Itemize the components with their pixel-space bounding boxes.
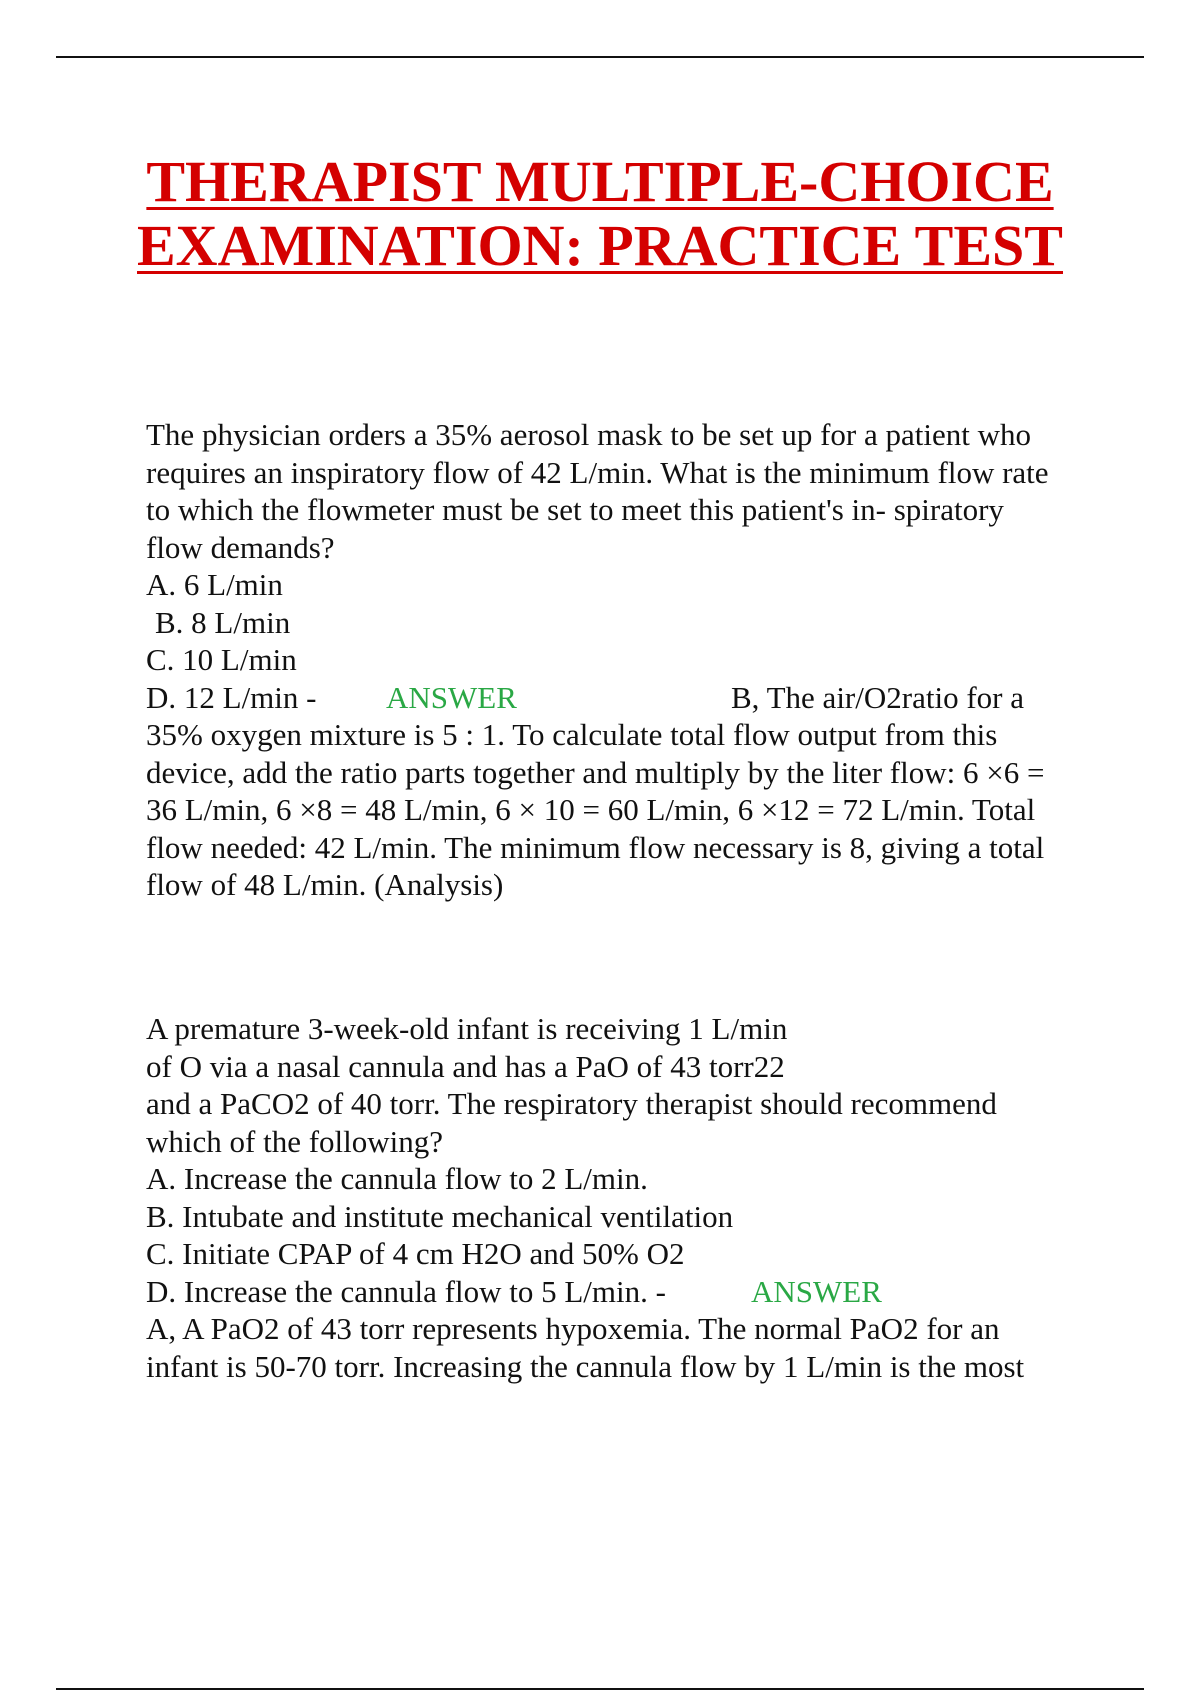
question-stem-line: and a PaCO2 of 40 torr. The respiratory therapist should recommend	[146, 1086, 997, 1121]
option-c: C. Initiate CPAP of 4 cm H2O and 50% O2	[146, 1236, 685, 1271]
option-d: D. Increase the cannula flow to 5 L/min. -	[146, 1273, 666, 1309]
question-stem-line: A premature 3-week-old infant is receiving 1 L/min	[146, 1011, 788, 1046]
answer-label: ANSWER	[751, 1273, 882, 1309]
question-1	[146, 416, 1096, 904]
question-stem-line: requires an inspiratory flow of 42 L/min. What is the minimum flow rate	[146, 454, 1049, 490]
answer-label: ANSWER	[386, 679, 517, 715]
option-d-answer-line	[146, 679, 1096, 717]
explanation-line: 36 L/min, 6 ×8 = 48 L/min, 6 × 10 = 60 L/min, 6 ×12 = 72 L/min. Total	[146, 792, 1036, 827]
page-title	[0, 150, 1200, 278]
option-b: B. 8 L/min	[155, 604, 291, 640]
question-stem-line: flow demands?	[146, 529, 335, 565]
explanation-line: device, add the ratio parts together and multiply by the liter flow: 6 ×6 =	[146, 754, 1045, 790]
question-stem-line: which of the following?	[146, 1123, 444, 1159]
option-a: A. Increase the cannula flow to 2 L/min.	[146, 1161, 648, 1196]
explanation-line: flow needed: 42 L/min. The minimum flow necessary is 8, giving a total	[146, 829, 1045, 865]
question-2	[146, 1010, 1096, 1385]
question-stem-line: to which the flowmeter must be set to meet this patient's in- spiratory	[146, 492, 1004, 527]
top-rule	[56, 56, 1144, 58]
title-line-2: EXAMINATION: PRACTICE TEST	[137, 213, 1063, 278]
answer-text: B, The air/O2ratio for a	[731, 679, 1024, 715]
title-line-1: THERAPIST MULTIPLE-CHOICE	[146, 149, 1054, 214]
question-stem-line: of O via a nasal cannula and has a PaO of 43 torr22	[146, 1048, 785, 1084]
explanation-line: A, A PaO2 of 43 torr represents hypoxemia. The normal PaO2 for an	[146, 1311, 1000, 1346]
option-d-answer-line	[146, 1273, 1096, 1311]
explanation-line: flow of 48 L/min. (Analysis)	[146, 867, 504, 902]
bottom-rule	[56, 1688, 1144, 1690]
question-stem-line: The physician orders a 35% aerosol mask to be set up for a patient who	[146, 417, 1031, 452]
explanation-line: 35% oxygen mixture is 5 : 1. To calculate total flow output from this	[146, 717, 998, 752]
option-d: D. 12 L/min -	[146, 679, 317, 715]
option-b: B. Intubate and institute mechanical ventilation	[146, 1198, 734, 1234]
explanation-line: infant is 50-70 torr. Increasing the cannula flow by 1 L/min is the most	[146, 1348, 1025, 1384]
option-a: A. 6 L/min	[146, 567, 283, 602]
option-c: C. 10 L/min	[146, 642, 297, 677]
